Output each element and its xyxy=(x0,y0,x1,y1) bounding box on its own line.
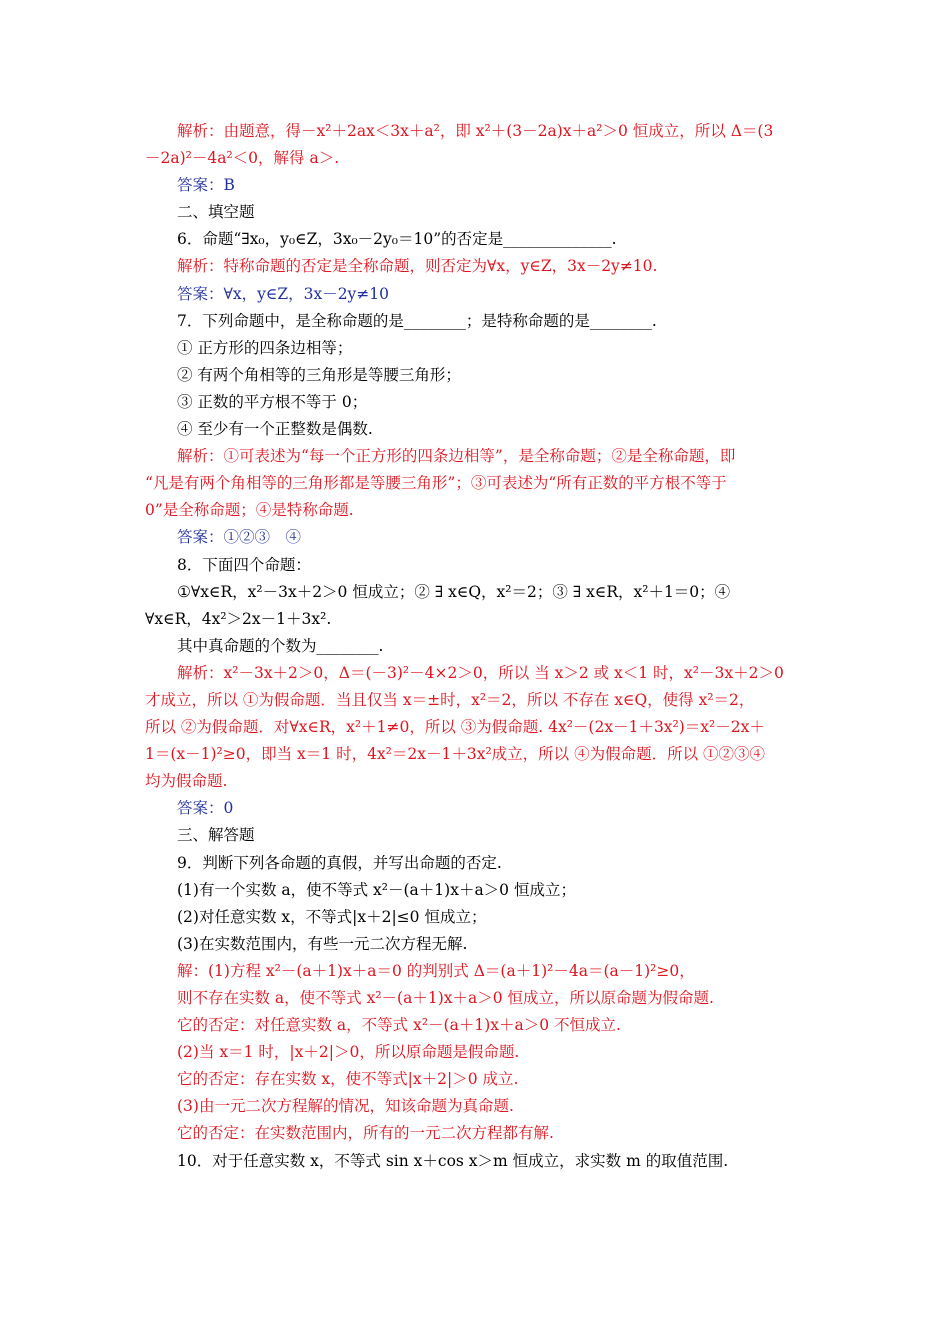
text-line: 它的否定：对任意实数 a，不等式 x²－(a＋1)x＋a＞0 不恒成立. xyxy=(177,1016,621,1035)
text-line: ∀x∈R，4x²＞2x－1＋3x². xyxy=(145,609,332,628)
text-line: 解析：由题意，得－x²＋2ax＜3x＋a²，即 x²＋(3－2a)x＋a²＞0 恒成立，所以 Δ＝(3 xyxy=(177,122,774,140)
text-line: 三、解答题 xyxy=(177,826,255,845)
text-line: 解析：①可表述为“每一个正方形的四条边相等”，是全称命题；②是全称命题，即 xyxy=(177,447,736,466)
text-line: ① 正方形的四条边相等； xyxy=(177,338,353,357)
text-line: 二、填空题 xyxy=(177,203,255,222)
text-line: 1＝(x－1)²≥0，即当 x＝1 时，4x²＝2x－1＋3x²成立，所以 ④为假命题．所以 ①②③④ xyxy=(145,745,766,764)
text-line: 它的否定：在实数范围内，所有的一元二次方程都有解. xyxy=(177,1124,554,1143)
text-line: －2a)²－4a²＜0，解得 a＞. xyxy=(145,149,340,168)
text-line: 它的否定：存在实数 x，使不等式|x＋2|＞0 成立. xyxy=(177,1070,519,1089)
text-line: 答案：①②③ ④ xyxy=(177,528,302,547)
text-line: (3)由一元二次方程解的情况，知该命题为真命题. xyxy=(177,1097,514,1116)
text-line: 才成立，所以 ①为假命题．当且仅当 x＝±时，x²＝2，所以 不存在 x∈Q，使得 x²＝2， xyxy=(145,690,755,709)
text-line: 8．下面四个命题： xyxy=(177,555,311,574)
text-line: 答案：0 xyxy=(177,799,234,818)
text-line: ② 有两个角相等的三角形是等腰三角形； xyxy=(177,365,461,384)
text-line: 10．对于任意实数 x，不等式 sin x＋cos x＞m 恒成立，求实数 m 的取值范围. xyxy=(177,1151,729,1170)
text-line: 答案：∀x，y∈Z，3x－2y≠10 xyxy=(177,284,390,303)
text-line: 6．命题“∃x₀，y₀∈Z，3x₀－2y₀＝10”的否定是______________. xyxy=(177,230,617,249)
text-line: ①∀x∈R，x²－3x＋2＞0 恒成立；② ∃ x∈Q，x²＝2；③ ∃ x∈R，x²＋1＝0；④ xyxy=(177,582,731,601)
text-line: 解析：特称命题的否定是全称命题，则否定为∀x，y∈Z，3x－2y≠10. xyxy=(177,257,658,276)
text-line: (1)有一个实数 a，使不等式 x²－(a＋1)x＋a＞0 恒成立； xyxy=(177,880,576,899)
text-line: 7．下列命题中，是全称命题的是________；是特称命题的是________. xyxy=(177,311,657,330)
text-line: ④ 至少有一个正整数是偶数. xyxy=(177,420,373,439)
text-line: “凡是有两个角相等的三角形都是等腰三角形”；③可表述为“所有正数的平方根不等于 xyxy=(145,474,727,493)
text-line: 解：(1)方程 x²－(a＋1)x＋a＝0 的判别式 Δ＝(a＋1)²－4a＝(a－1)²≥0， xyxy=(177,961,695,980)
text-line: 0”是全称命题；④是特称命题. xyxy=(145,501,354,520)
text-line: 答案：B xyxy=(177,176,235,195)
text-line: ③ 正数的平方根不等于 0； xyxy=(177,392,368,411)
text-line: 均为假命题. xyxy=(145,772,228,791)
text-line: 则不存在实数 a，使不等式 x²－(a＋1)x＋a＞0 恒成立，所以原命题为假命题. xyxy=(177,989,714,1007)
text-line: 解析：x²－3x＋2＞0，Δ＝(－3)²－4×2＞0，所以 当 x＞2 或 x＜1 时，x²－3x＋2＞0 xyxy=(177,663,784,682)
text-line: (2)当 x＝1 时，|x＋2|＞0，所以原命题是假命题. xyxy=(177,1043,520,1062)
text-line: (3)在实数范围内，有些一元二次方程无解. xyxy=(177,934,468,953)
text-line: 其中真命题的个数为________. xyxy=(177,636,384,655)
text-line: 9．判断下列各命题的真假，并写出命题的否定. xyxy=(177,853,502,872)
document-page xyxy=(145,118,810,1175)
text-line: (2)对任意实数 x，不等式|x＋2|≤0 恒成立； xyxy=(177,907,487,926)
text-line: 所以 ②为假命题．对∀x∈R，x²＋1≠0，所以 ③为假命题. 4x²－(2x－1＋3x²)＝x²－2x＋ xyxy=(145,718,765,737)
